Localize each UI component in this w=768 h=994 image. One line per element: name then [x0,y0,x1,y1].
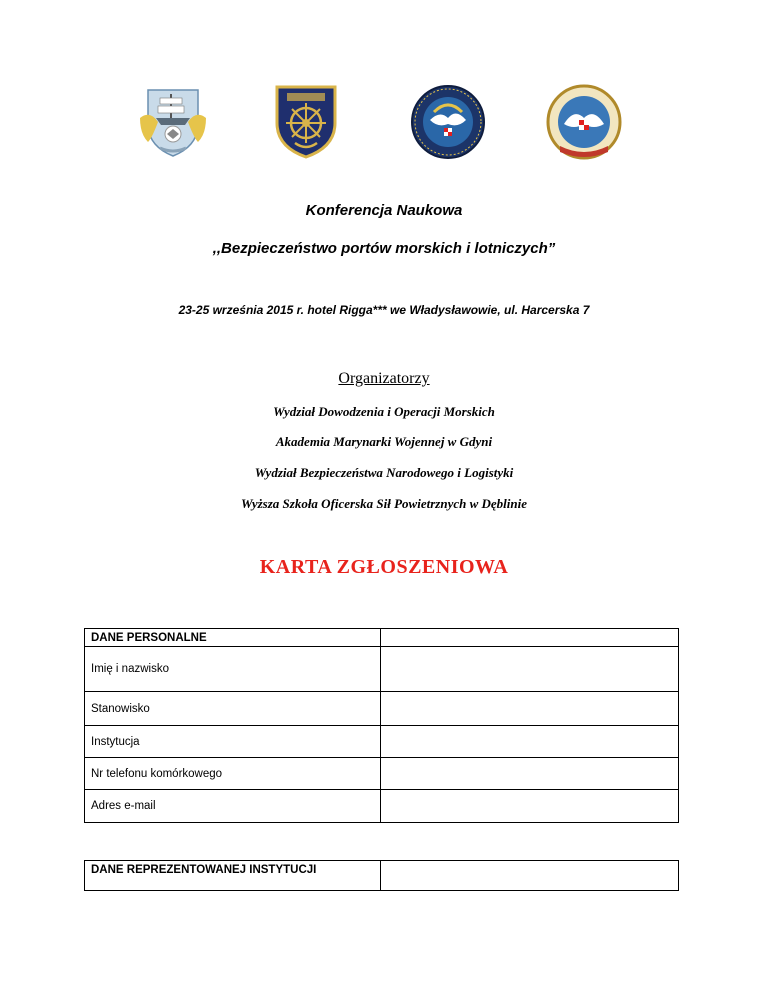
organizer-2: Akademia Marynarki Wojennej w Gdyni [275,434,493,449]
personal-data-header: DANE PERSONALNE [85,629,381,647]
phone-label: Nr telefonu komórkowego [85,758,381,790]
institution-data-field[interactable] [381,861,679,891]
institution-label: Instytucja [85,726,381,758]
table-row [85,861,679,891]
naval-academy-ship-emblem-icon [136,84,210,158]
personal-data-table [84,628,679,823]
phone-field[interactable] [381,758,679,790]
institution-data-header: DANE REPREZENTOWANEJ INSTYTUCJI [85,861,381,891]
command-anchor-wheel-emblem-icon [273,83,339,159]
table-row [85,726,679,758]
table-row [85,692,679,726]
organizers-heading: Organizatorzy [338,370,430,387]
email-label: Adres e-mail [85,790,381,823]
name-label: Imię i nazwisko [85,647,381,692]
table-row [85,629,679,647]
position-label: Stanowisko [85,692,381,726]
date-place: 23-25 września 2015 r. hotel Rigga*** we Władysławowie, ul. Harcerska 7 [178,303,590,317]
organizer-4: Wyższa Szkoła Oficerska Sił Powietrznych w Dęblinie [240,496,528,511]
conference-label: Konferencja Naukowa [305,202,463,219]
organizer-1: Wydział Dowodzenia i Operacji Morskich [273,404,495,419]
conference-topic: ,,Bezpieczeństwo portów morskich i lotniczych” [212,240,556,257]
position-field[interactable] [381,692,679,726]
email-field[interactable] [381,790,679,823]
form-title: KARTA ZGŁOSZENIOWA [259,556,509,578]
air-force-eagle-globe-emblem-icon [408,84,488,160]
institution-field[interactable] [381,726,679,758]
logistics-eagle-emblem-icon [544,84,624,160]
personal-data-header-value [381,629,679,647]
table-row [85,647,679,692]
name-field[interactable] [381,647,679,692]
table-row [85,758,679,790]
institution-data-table [84,860,679,891]
organizer-3: Wydział Bezpieczeństwa Narodowego i Logistyki [254,465,514,480]
table-row [85,790,679,823]
